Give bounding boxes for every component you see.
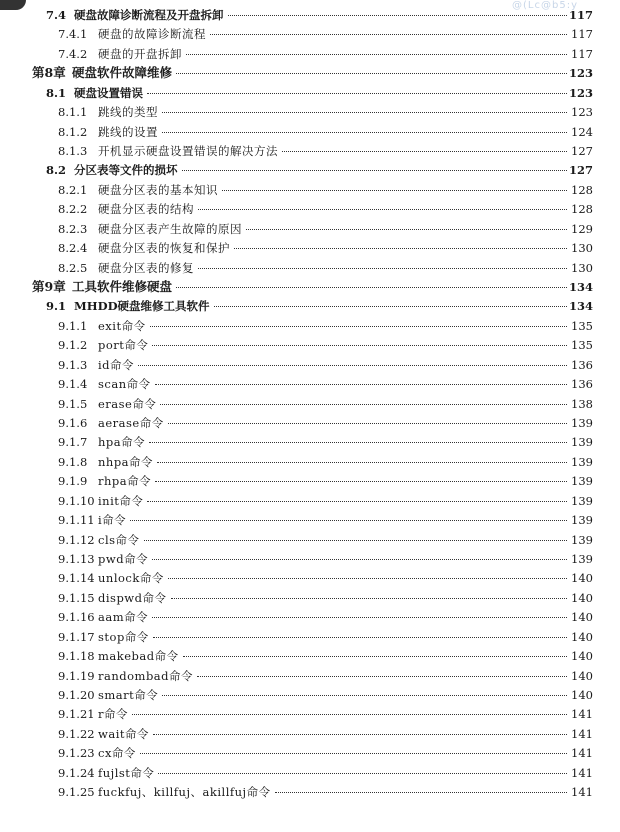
toc-entry-page: 140 [571, 610, 593, 625]
toc-entry[interactable] [58, 220, 593, 238]
toc-entry-title: 工具软件维修硬盘 [72, 279, 173, 295]
dot-leader [176, 287, 567, 288]
toc-entry-page: 140 [571, 668, 593, 683]
toc-entry-number: 第9章 [32, 279, 66, 295]
dot-leader [155, 384, 567, 385]
dot-leader [158, 773, 567, 774]
toc-entry[interactable] [58, 433, 593, 451]
toc-entry-title: cls命令 [98, 532, 140, 547]
toc-entry-title: id命令 [98, 357, 135, 372]
toc-entry-title: nhpa命令 [98, 454, 154, 469]
toc-entry[interactable] [58, 764, 593, 782]
toc-entry-page: 128 [571, 182, 593, 197]
toc-entry-number: 8.2.5 [58, 260, 88, 275]
toc-entry-page: 128 [571, 202, 593, 217]
toc-entry-page: 117 [568, 8, 593, 22]
toc-entry-title: MHDD硬盘维修工具软件 [74, 299, 210, 314]
toc-entry-page: 129 [571, 221, 593, 236]
toc-entry-page: 141 [571, 726, 593, 741]
toc-entry-title: smart命令 [98, 688, 159, 703]
toc-entry[interactable] [58, 356, 593, 374]
toc-entry-number: 9.1.10 [58, 493, 95, 508]
toc-entry-number: 9.1.12 [58, 532, 95, 547]
toc-entry-title: unlock命令 [98, 571, 164, 586]
toc-entry[interactable] [46, 161, 593, 179]
toc-entry-number: 9.1.22 [58, 726, 95, 741]
toc-entry-number: 8.2.3 [58, 221, 88, 236]
toc-entry-title: 硬盘分区表的结构 [98, 202, 194, 217]
toc-entry-page: 136 [571, 377, 593, 392]
toc-entry-title: 硬盘软件故障维修 [72, 65, 173, 81]
toc-entry-page: 123 [571, 105, 593, 120]
toc-entry-number: 7.4.1 [58, 27, 88, 42]
toc-entry-title: aam命令 [98, 610, 149, 625]
toc-entry-title: exit命令 [98, 318, 146, 333]
toc-entry-page: 141 [571, 746, 593, 761]
dot-leader [214, 306, 567, 307]
toc-entry-page: 135 [571, 318, 593, 333]
dot-leader [152, 559, 567, 560]
toc-entry[interactable] [58, 375, 593, 393]
dot-leader [183, 656, 567, 657]
dot-leader [152, 345, 567, 346]
dot-leader [152, 617, 567, 618]
toc-entry-page: 139 [571, 532, 593, 547]
toc-entry-number: 第8章 [32, 65, 66, 81]
toc-entry-title: stop命令 [98, 629, 149, 644]
dot-leader [149, 442, 567, 443]
toc-entry-page: 139 [571, 513, 593, 528]
toc-entry-title: 硬盘的开盘拆卸 [98, 46, 182, 61]
toc-entry-page: 136 [571, 357, 593, 372]
toc-entry-number: 9.1.21 [58, 707, 95, 722]
toc-entry-page: 140 [571, 629, 593, 644]
toc-entry-page: 130 [571, 241, 593, 256]
toc-entry-page: 123 [568, 66, 593, 81]
toc-entry-number: 9.1.5 [58, 396, 88, 411]
toc-entry-page: 124 [571, 124, 593, 139]
toc-entry-title: cx命令 [98, 746, 136, 761]
toc-entry[interactable] [58, 259, 593, 277]
dot-leader [228, 15, 567, 16]
dot-leader [138, 365, 567, 366]
toc-entry-page: 135 [571, 338, 593, 353]
toc-entry-number: 8.2.1 [58, 182, 88, 197]
toc-entry[interactable] [58, 531, 593, 549]
toc-entry-page: 123 [568, 85, 593, 100]
dot-leader [144, 540, 567, 541]
toc-entry[interactable] [58, 550, 593, 568]
toc-entry-number: 9.1.15 [58, 590, 95, 605]
toc-entry-page: 127 [568, 163, 593, 178]
dot-leader [168, 578, 567, 579]
toc-entry[interactable] [58, 511, 593, 529]
toc-entry-number: 9.1.23 [58, 746, 95, 761]
toc-entry-title: erase命令 [98, 396, 157, 411]
toc-entry-number: 8.1.1 [58, 105, 88, 120]
toc-entry-title: 硬盘分区表的修复 [98, 260, 194, 275]
toc-entry-number: 9.1.20 [58, 688, 95, 703]
toc-entry-title: init命令 [98, 493, 144, 508]
toc-entry[interactable] [46, 297, 593, 315]
toc-entry[interactable] [58, 589, 593, 607]
dot-leader [210, 34, 567, 35]
dot-leader [160, 404, 567, 405]
toc-entry-number: 7.4 [46, 8, 67, 22]
toc-entry-page: 134 [568, 299, 593, 314]
dot-leader [153, 637, 567, 638]
toc-entry-page: 117 [571, 46, 593, 61]
toc-entry-title: 跳线的设置 [98, 124, 158, 139]
toc-entry-title: rhpa命令 [98, 474, 152, 489]
toc-entry-title: r命令 [98, 707, 128, 722]
dot-leader [275, 792, 567, 793]
toc-entry-title: 开机显示硬盘设置错误的解决方法 [98, 144, 278, 158]
toc-entry-number: 9.1.6 [58, 416, 88, 431]
toc-entry[interactable] [58, 25, 593, 43]
toc-entry-title: 硬盘故障诊断流程及开盘拆卸 [74, 8, 224, 22]
toc-entry[interactable] [58, 414, 593, 432]
toc-entry-number: 9.1.16 [58, 610, 95, 625]
toc-entry-page: 139 [571, 493, 593, 508]
toc-entry-number: 9.1.7 [58, 435, 88, 450]
toc-entry-title: makebad命令 [98, 649, 179, 664]
dot-leader [147, 93, 567, 94]
dot-leader [198, 209, 567, 210]
toc-entry-number: 9.1.14 [58, 571, 95, 586]
toc-entry-number: 9.1.18 [58, 649, 95, 664]
toc-entry-title: pwd命令 [98, 552, 149, 567]
toc-entry-page: 117 [571, 27, 593, 42]
dot-leader [246, 229, 567, 230]
toc-entry-page: 140 [571, 688, 593, 703]
toc-entry-number: 8.1.3 [58, 144, 88, 158]
dot-leader [198, 268, 567, 269]
toc-entry-page: 139 [571, 552, 593, 567]
toc-entry-title: 硬盘设置错误 [74, 85, 143, 100]
watermark: @(Lc@b5:y [512, 0, 578, 11]
toc-entry-number: 9.1.13 [58, 552, 95, 567]
toc-entry-title: 硬盘的故障诊断流程 [98, 27, 206, 42]
toc-entry[interactable] [58, 628, 593, 646]
toc-entry-number: 9.1.11 [58, 513, 95, 528]
toc-entry-number: 9.1.1 [58, 318, 88, 333]
toc-entry-page: 139 [571, 435, 593, 450]
toc-entry[interactable] [58, 336, 593, 354]
toc-entry-page: 140 [571, 590, 593, 605]
dot-leader [171, 598, 567, 599]
toc-entry-number: 8.1.2 [58, 124, 88, 139]
toc-entry[interactable] [58, 103, 593, 121]
toc-entry-title: 分区表等文件的损坏 [74, 163, 178, 178]
toc-entry-number: 7.4.2 [58, 46, 88, 61]
toc-entry[interactable] [58, 395, 593, 413]
toc-entry[interactable] [46, 6, 593, 24]
toc-entry-page: 140 [571, 649, 593, 664]
toc-entry-number: 8.2.2 [58, 202, 88, 217]
toc-entry-title: fujlst命令 [98, 765, 155, 780]
dot-leader [153, 734, 567, 735]
toc-entry[interactable] [58, 317, 593, 335]
toc-entry[interactable] [58, 569, 593, 587]
toc-entry-number: 8.2.4 [58, 241, 88, 256]
toc-entry[interactable] [58, 608, 593, 626]
toc-entry-title: scan命令 [98, 377, 151, 392]
toc-entry-title: 硬盘分区表产生故障的原因 [98, 221, 242, 236]
dot-leader [130, 520, 567, 521]
dot-leader [182, 170, 567, 171]
toc-entry[interactable] [58, 686, 593, 704]
toc-entry[interactable] [58, 705, 593, 723]
toc-entry[interactable] [58, 472, 593, 490]
toc-entry-title: port命令 [98, 338, 149, 353]
toc-entry[interactable] [58, 725, 593, 743]
toc-entry-page: 139 [571, 454, 593, 469]
toc-entry-page: 141 [571, 785, 593, 800]
toc-entry-page: 138 [571, 396, 593, 411]
dot-leader [282, 151, 567, 152]
toc-entry[interactable] [58, 453, 593, 471]
toc-entry-title: i命令 [98, 513, 127, 528]
toc-entry[interactable] [58, 200, 593, 218]
toc-entry-title: 硬盘分区表的恢复和保护 [98, 241, 230, 256]
toc-entry[interactable] [58, 492, 593, 510]
toc-entry[interactable] [58, 181, 593, 199]
toc-entry[interactable] [32, 64, 593, 82]
dot-leader [132, 714, 567, 715]
toc-entry-page: 127 [571, 144, 593, 158]
toc-entry[interactable] [58, 45, 593, 63]
toc-entry-page: 141 [571, 707, 593, 722]
toc-entry[interactable] [58, 142, 593, 160]
toc-entry-number: 9.1.24 [58, 765, 95, 780]
toc-entry-page: 140 [571, 571, 593, 586]
toc-entry-number: 9.1.4 [58, 377, 88, 392]
toc-entry[interactable] [58, 783, 593, 801]
toc-entry-page: 139 [571, 474, 593, 489]
dot-leader [176, 73, 567, 74]
toc-entry[interactable] [58, 647, 593, 665]
toc-entry[interactable] [46, 84, 593, 102]
dot-leader [222, 190, 567, 191]
toc-entry-number: 8.2 [46, 163, 67, 178]
toc-entry-page: 134 [568, 280, 593, 295]
toc-entry-page: 130 [571, 260, 593, 275]
toc-entry[interactable] [58, 744, 593, 762]
toc-entry-title: dispwd命令 [98, 590, 167, 605]
dot-leader [150, 326, 567, 327]
toc-entry[interactable] [32, 278, 593, 296]
toc-entry[interactable] [58, 239, 593, 257]
toc-entry[interactable] [58, 123, 593, 141]
toc-entry-title: hpa命令 [98, 435, 146, 450]
toc-entry-number: 8.1 [46, 85, 67, 100]
dot-leader [234, 248, 567, 249]
toc-entry-number: 9.1.3 [58, 357, 88, 372]
toc-entry-title: wait命令 [98, 726, 149, 741]
dot-leader [197, 676, 567, 677]
toc-entry-page: 139 [571, 416, 593, 431]
toc-entry-title: 跳线的类型 [98, 105, 158, 120]
dot-leader [162, 112, 567, 113]
dot-leader [162, 695, 567, 696]
dot-leader [140, 753, 567, 754]
dot-leader [186, 54, 567, 55]
dot-leader [168, 423, 567, 424]
toc-entry-page: 141 [571, 765, 593, 780]
toc-entry-number: 9.1.25 [58, 785, 95, 800]
toc-entry-number: 9.1.17 [58, 629, 95, 644]
toc-entry-title: 硬盘分区表的基本知识 [98, 182, 218, 197]
dot-leader [155, 481, 567, 482]
dot-leader [147, 501, 567, 502]
toc-entry-title: fuckfuj、killfuj、akillfuj命令 [98, 785, 271, 800]
toc-entry[interactable] [58, 667, 593, 685]
toc-entry-number: 9.1.2 [58, 338, 88, 353]
toc-entry-number: 9.1.9 [58, 474, 88, 489]
dot-leader [157, 462, 567, 463]
toc-entry-title: randombad命令 [98, 668, 194, 683]
toc-entry-title: aerase命令 [98, 416, 164, 431]
toc-entry-number: 9.1.8 [58, 454, 88, 469]
toc-entry-number: 9.1 [46, 299, 67, 314]
toc-entry-number: 9.1.19 [58, 668, 95, 683]
dot-leader [162, 132, 567, 133]
